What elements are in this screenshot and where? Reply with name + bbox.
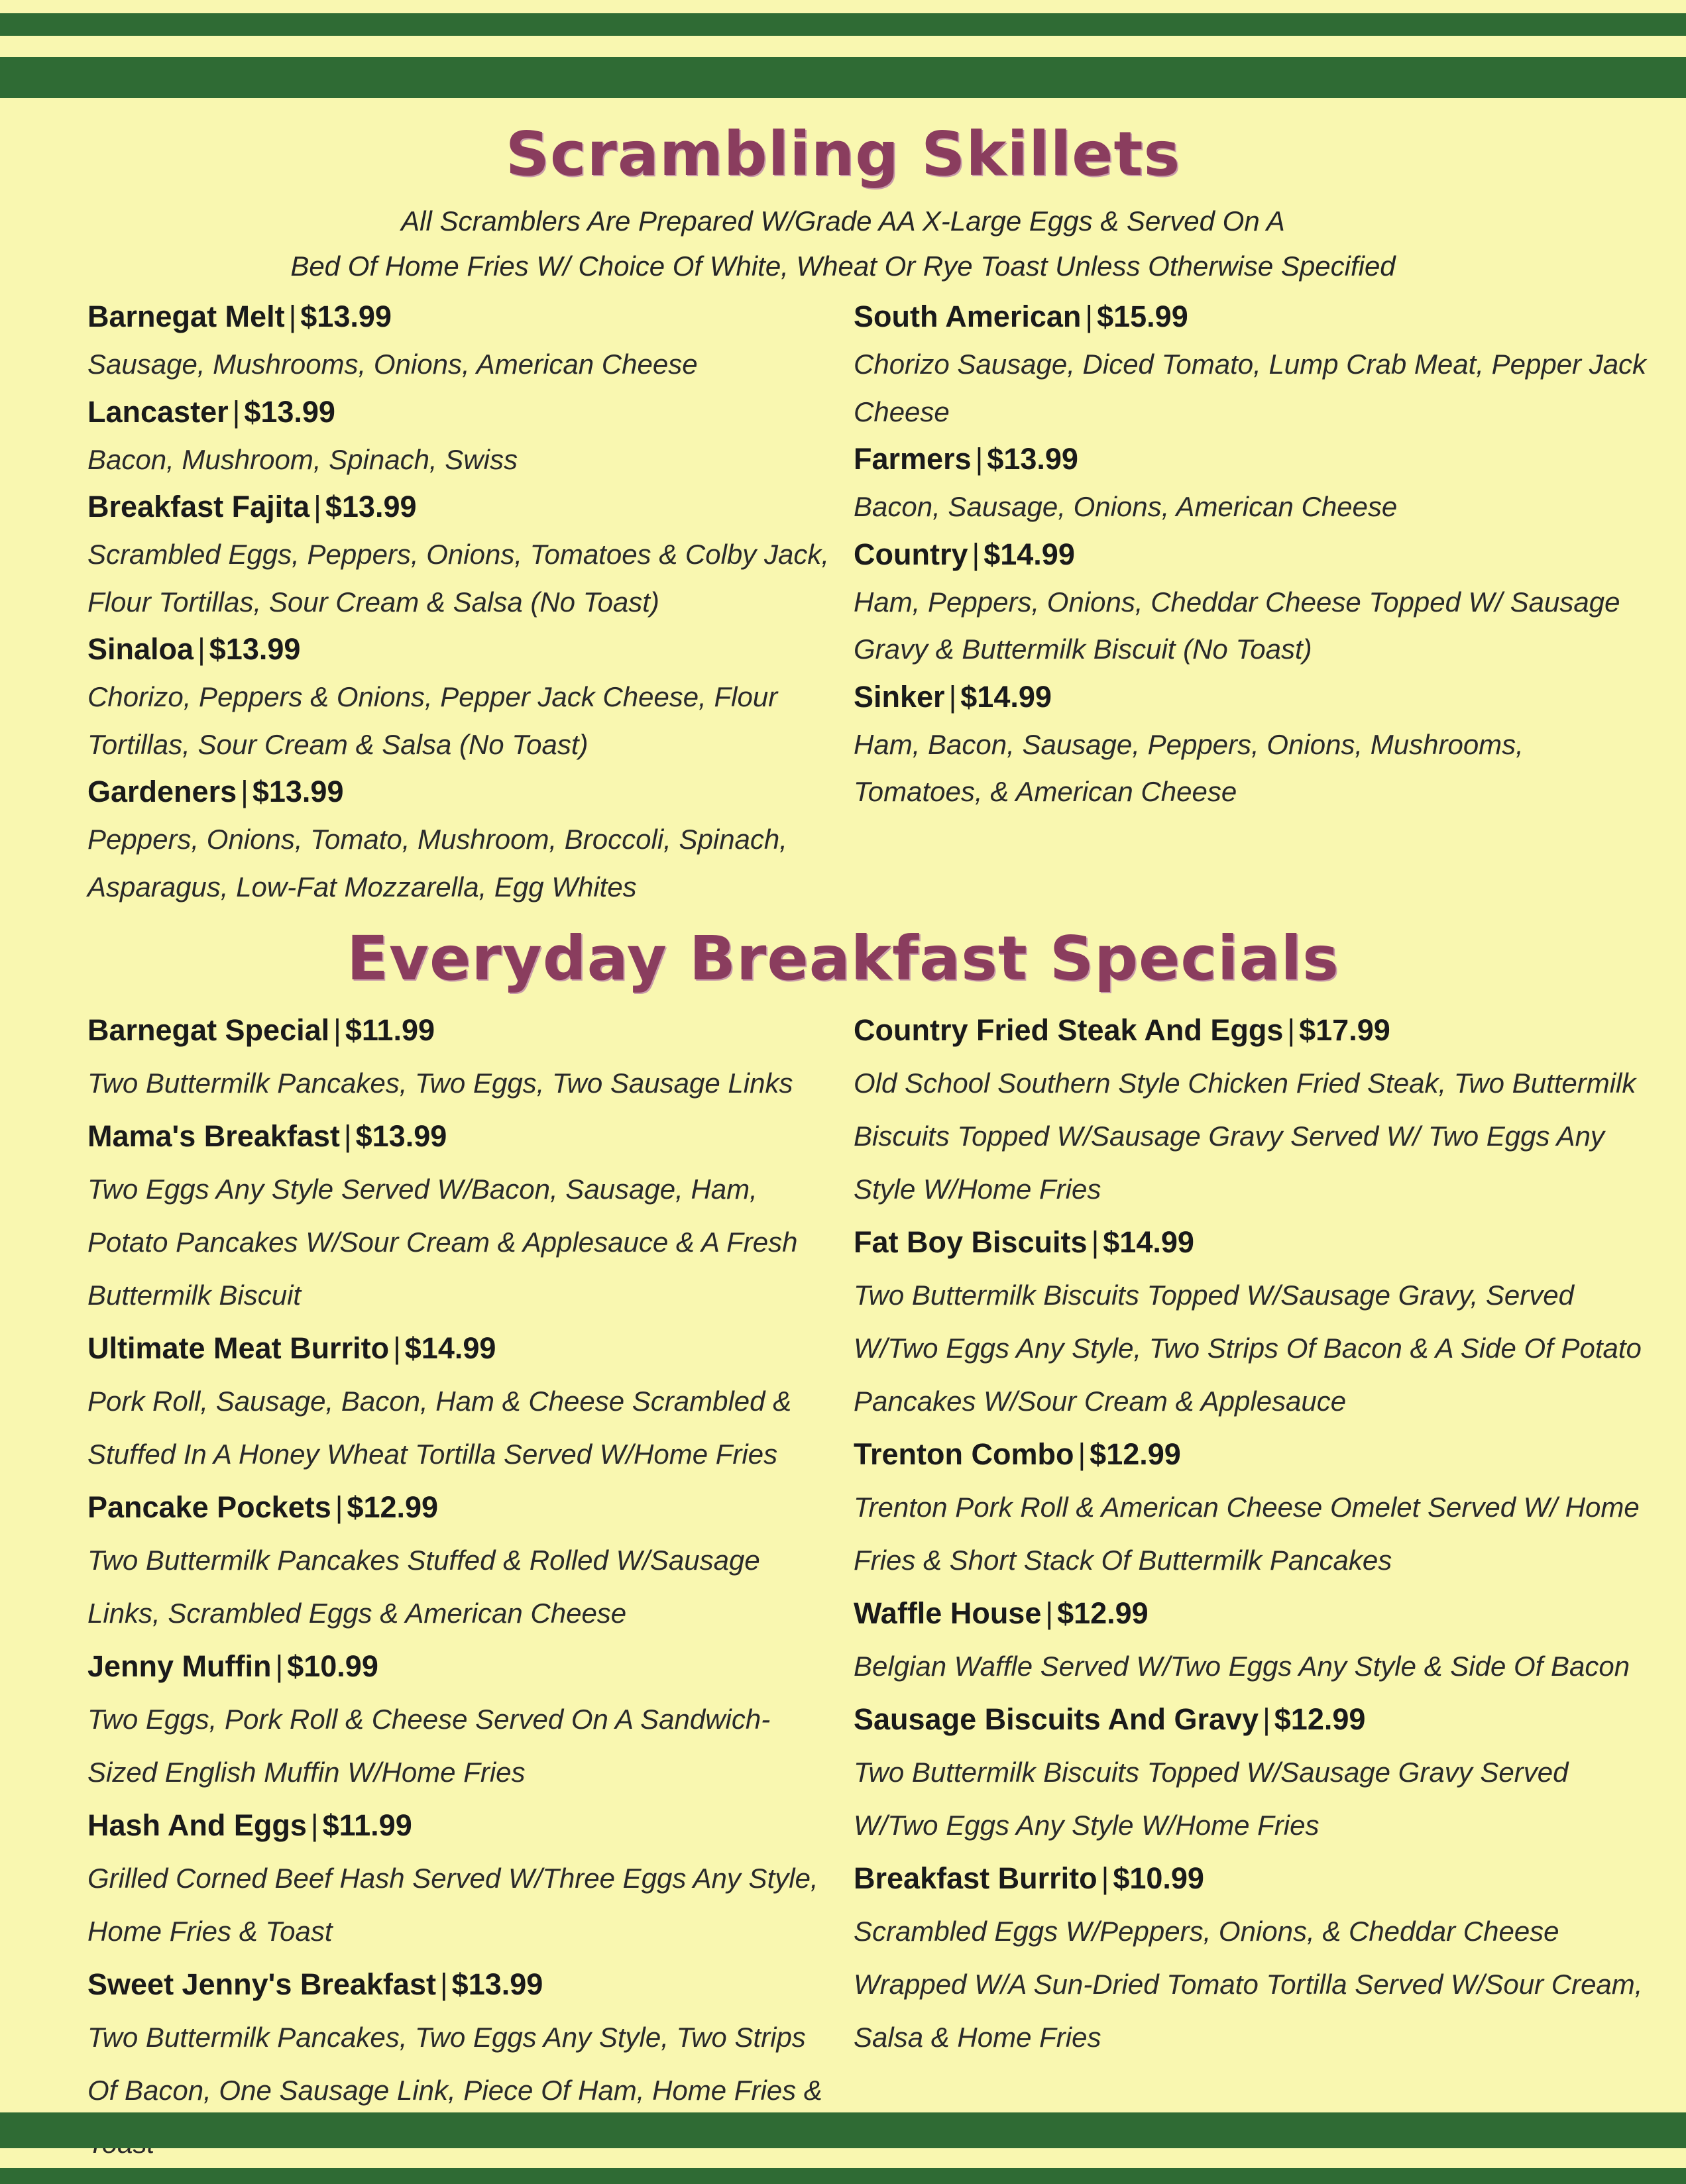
- menu-item-separator: |: [975, 442, 984, 476]
- menu-item: [854, 1852, 1649, 2064]
- menu-item-separator: |: [1101, 1861, 1109, 1895]
- menu-item: [854, 293, 1649, 435]
- top-stripe-thin: [0, 13, 1686, 36]
- menu-item-heading: [87, 1799, 836, 1852]
- menu-item-name: Sinaloa: [87, 632, 194, 666]
- menu-item-price: $12.99: [1057, 1596, 1149, 1630]
- menu-item-price: $11.99: [345, 1013, 435, 1047]
- menu-item: [87, 1640, 836, 1799]
- menu-item-description: Bacon, Sausage, Onions, American Cheese: [854, 491, 1398, 522]
- top-stripe-thick: [0, 57, 1686, 98]
- menu-item-separator: |: [333, 1013, 341, 1047]
- menu-item-description: Bacon, Mushroom, Spinach, Swiss: [87, 443, 518, 475]
- menu-item-separator: |: [343, 1119, 352, 1153]
- menu-item-description: Trenton Pork Roll & American Cheese Omelet Served W/ Home Fries & Short Stack Of Buttermilk Pancakes: [854, 1492, 1640, 1576]
- menu-item: [854, 1428, 1649, 1587]
- menu-item-name: Gardeners: [87, 775, 237, 808]
- menu-item-separator: |: [241, 775, 249, 808]
- menu-item-name: Hash And Eggs: [87, 1808, 307, 1842]
- menu-item-description: Two Buttermilk Biscuits Topped W/Sausage Gravy, Served W/Two Eggs Any Style, Two Strips Of Bacon & A Side Of Potato Pancakes W/Sour Cream & Applesauce: [854, 1280, 1642, 1417]
- menu-item-heading: [854, 1216, 1649, 1269]
- menu-item-separator: |: [1085, 300, 1094, 333]
- menu-item-name: Country: [854, 537, 968, 571]
- menu-item-description: Chorizo Sausage, Diced Tomato, Lump Crab Meat, Pepper Jack Cheese: [854, 349, 1647, 427]
- menu-item: [854, 435, 1649, 531]
- menu-item: [87, 1322, 836, 1481]
- menu-item-separator: |: [972, 537, 980, 571]
- bottom-stripe-thin: [0, 2168, 1686, 2184]
- menu-item: [87, 768, 836, 910]
- menu-item-heading: [854, 1852, 1649, 1905]
- section-title-specials: Everyday Breakfast Specials: [347, 923, 1339, 994]
- specials-right-column: [854, 1004, 1649, 2064]
- menu-item-description: Two Buttermilk Pancakes Stuffed & Rolled W/Sausage Links, Scrambled Eggs & American Cheese: [87, 1545, 760, 1629]
- menu-item-heading: [87, 1004, 836, 1057]
- menu-item-name: Barnegat Melt: [87, 300, 285, 333]
- menu-item-description: Two Buttermilk Pancakes, Two Eggs, Two Sausage Links: [87, 1067, 793, 1099]
- menu-item-name: Pancake Pockets: [87, 1490, 331, 1524]
- menu-item-separator: |: [275, 1649, 284, 1683]
- menu-item-price: $10.99: [1113, 1861, 1204, 1895]
- menu-item-description: Grilled Corned Beef Hash Served W/Three Eggs Any Style, Home Fries & Toast: [87, 1863, 818, 1947]
- skillets-subtitle-line-1: All Scramblers Are Prepared W/Grade AA X-Large Eggs & Served On A: [401, 205, 1285, 237]
- menu-item-heading: [87, 1958, 836, 2011]
- specials-left-column: [87, 1004, 836, 2170]
- menu-item-price: $12.99: [1090, 1437, 1181, 1471]
- menu-item-separator: |: [197, 632, 205, 666]
- menu-item-heading: [854, 1587, 1649, 1640]
- menu-item-heading: [854, 1428, 1649, 1481]
- menu-item-name: Trenton Combo: [854, 1437, 1074, 1471]
- menu-item-price: $14.99: [404, 1331, 496, 1365]
- menu-item-heading: [87, 626, 836, 673]
- menu-item-separator: |: [1091, 1225, 1099, 1259]
- menu-item-heading: [87, 1322, 836, 1375]
- menu-item-description: Chorizo, Peppers & Onions, Pepper Jack Cheese, Flour Tortillas, Sour Cream & Salsa (No Toast): [87, 681, 778, 760]
- menu-item-heading: [854, 1693, 1649, 1746]
- menu-item-heading: [854, 1004, 1649, 1057]
- menu-item-heading: [87, 293, 836, 341]
- menu-item-heading: [854, 293, 1649, 341]
- menu-item: [87, 1110, 836, 1322]
- menu-item-description: Peppers, Onions, Tomato, Mushroom, Broccoli, Spinach, Asparagus, Low-Fat Mozzarella, Egg Whites: [87, 824, 787, 902]
- menu-item: [854, 1693, 1649, 1852]
- menu-item-heading: [87, 768, 836, 816]
- menu-item-name: Jenny Muffin: [87, 1649, 272, 1683]
- menu-item-price: $13.99: [209, 632, 301, 666]
- menu-item-separator: |: [1045, 1596, 1054, 1630]
- menu-item-heading: [87, 1481, 836, 1534]
- menu-item-separator: |: [393, 1331, 401, 1365]
- menu-item: [854, 531, 1649, 673]
- menu-item-separator: |: [439, 1967, 448, 2001]
- menu-item-separator: |: [232, 394, 241, 429]
- menu-item-name: Breakfast Burrito: [854, 1861, 1097, 1895]
- menu-item-description: Scrambled Eggs W/Peppers, Onions, & Cheddar Cheese Wrapped W/A Sun-Dried Tomato Tortilla Served W/Sour Cream, Salsa & Home Fries: [854, 1916, 1643, 2053]
- skillets-subtitle-line-2: Bed Of Home Fries W/ Choice Of White, Wheat Or Rye Toast Unless Otherwise Specified: [290, 250, 1396, 282]
- menu-item-description: Sausage, Mushrooms, Onions, American Cheese: [87, 349, 698, 380]
- skillets-right-column: [854, 293, 1649, 816]
- menu-item-price: $14.99: [984, 537, 1075, 571]
- menu-item: [854, 673, 1649, 816]
- menu-item-separator: |: [288, 300, 297, 333]
- skillets-left-column: [87, 293, 836, 910]
- menu-item-name: Barnegat Special: [87, 1013, 330, 1047]
- menu-item-price: $10.99: [287, 1649, 378, 1683]
- menu-item-price: $15.99: [1097, 300, 1188, 333]
- menu-item-description: Belgian Waffle Served W/Two Eggs Any Style & Side Of Bacon: [854, 1651, 1630, 1682]
- menu-item-heading: [854, 435, 1649, 483]
- menu-item-description: Two Buttermilk Biscuits Topped W/Sausage Gravy Served W/Two Eggs Any Style W/Home Fries: [854, 1757, 1569, 1841]
- menu-item-name: Fat Boy Biscuits: [854, 1225, 1088, 1259]
- menu-item: [87, 388, 836, 484]
- menu-item-separator: |: [948, 679, 957, 714]
- menu-item-name: Sweet Jenny's Breakfast: [87, 1967, 436, 2001]
- menu-item-price: $13.99: [451, 1967, 543, 2001]
- menu-item: [87, 1799, 836, 1958]
- menu-item-price: $12.99: [1274, 1702, 1366, 1736]
- menu-item-description: Pork Roll, Sausage, Bacon, Ham & Cheese Scrambled & Stuffed In A Honey Wheat Tortilla Served W/Home Fries: [87, 1386, 792, 1470]
- menu-item-price: $13.99: [300, 300, 392, 333]
- menu-item-name: South American: [854, 300, 1082, 333]
- menu-item-price: $13.99: [987, 442, 1078, 476]
- menu-item-separator: |: [313, 490, 321, 523]
- menu-item-heading: [854, 531, 1649, 578]
- menu-item-name: Mama's Breakfast: [87, 1119, 340, 1153]
- menu-item-price: $13.99: [355, 1119, 447, 1153]
- menu-item-price: $13.99: [252, 775, 344, 808]
- menu-item-name: Sinker: [854, 679, 945, 714]
- menu-item-description: Two Buttermilk Pancakes, Two Eggs Any Style, Two Strips Of Bacon, One Sausage Link, Piece Of Ham, Home Fries &: [87, 2022, 822, 2106]
- menu-item-separator: |: [335, 1490, 343, 1524]
- menu-item-separator: |: [310, 1808, 319, 1842]
- menu-item-price: $13.99: [325, 490, 417, 523]
- menu-item-heading: [87, 1110, 836, 1163]
- menu-item-separator: |: [1263, 1702, 1270, 1736]
- menu-item-heading: [854, 673, 1649, 721]
- menu-item-description: Scrambled Eggs, Peppers, Onions, Tomatoes & Colby Jack, Flour Tortillas, Sour Cream & Salsa (No Toast): [87, 539, 829, 618]
- menu-item-price: $14.99: [960, 679, 1052, 714]
- menu-item-name: Ultimate Meat Burrito: [87, 1331, 390, 1365]
- menu-item-description: Old School Southern Style Chicken Fried Steak, Two Buttermilk Biscuits Topped W/Sausage Gravy Served W/ Two Eggs Any Style W/Home Fries: [854, 1067, 1636, 1205]
- menu-item-description: Ham, Bacon, Sausage, Peppers, Onions, Mushrooms, Tomatoes, & American Cheese: [854, 728, 1524, 807]
- menu-item-separator: |: [1078, 1437, 1086, 1471]
- menu-item-heading: [87, 1640, 836, 1693]
- menu-item-name: Farmers: [854, 442, 972, 476]
- menu-item-description: Two Eggs Any Style Served W/Bacon, Sausage, Ham, Potato Pancakes W/Sour Cream & Applesauce & A Fresh Buttermilk Biscuit: [87, 1174, 798, 1311]
- menu-item-name: Waffle House: [854, 1596, 1042, 1630]
- menu-item-price: $17.99: [1299, 1013, 1390, 1047]
- menu-item-price: $14.99: [1103, 1225, 1194, 1259]
- menu-item-description: Two Eggs, Pork Roll & Cheese Served On A Sandwich-Sized English Muffin W/Home Fries: [87, 1704, 771, 1788]
- menu-item-heading: [87, 483, 836, 531]
- menu-item-price: $13.99: [244, 394, 335, 429]
- menu-item-name: Breakfast Fajita: [87, 490, 310, 523]
- menu-item-name: Country Fried Steak And Eggs: [854, 1013, 1284, 1047]
- menu-item: [87, 1481, 836, 1640]
- menu-item-separator: |: [1287, 1013, 1296, 1047]
- menu-item: [854, 1004, 1649, 1216]
- menu-item: [87, 1004, 836, 1110]
- menu-item-heading: [87, 388, 836, 436]
- menu-item-price: $11.99: [322, 1808, 412, 1842]
- menu-item-price: $12.99: [347, 1490, 439, 1524]
- section-title-skillets: Scrambling Skillets: [505, 119, 1181, 190]
- menu-item: [87, 626, 836, 768]
- menu-item-name: Lancaster: [87, 394, 229, 429]
- menu-item: [854, 1587, 1649, 1693]
- menu-item: [87, 483, 836, 626]
- menu-item-name: Sausage Biscuits And Gravy: [854, 1702, 1259, 1736]
- menu-item: [87, 293, 836, 388]
- menu-item: [854, 1216, 1649, 1428]
- bottom-stripe-thick: [0, 2112, 1686, 2148]
- menu-item-description: Ham, Peppers, Onions, Cheddar Cheese Topped W/ Sausage Gravy & Buttermilk Biscuit (No Toast): [854, 586, 1620, 665]
